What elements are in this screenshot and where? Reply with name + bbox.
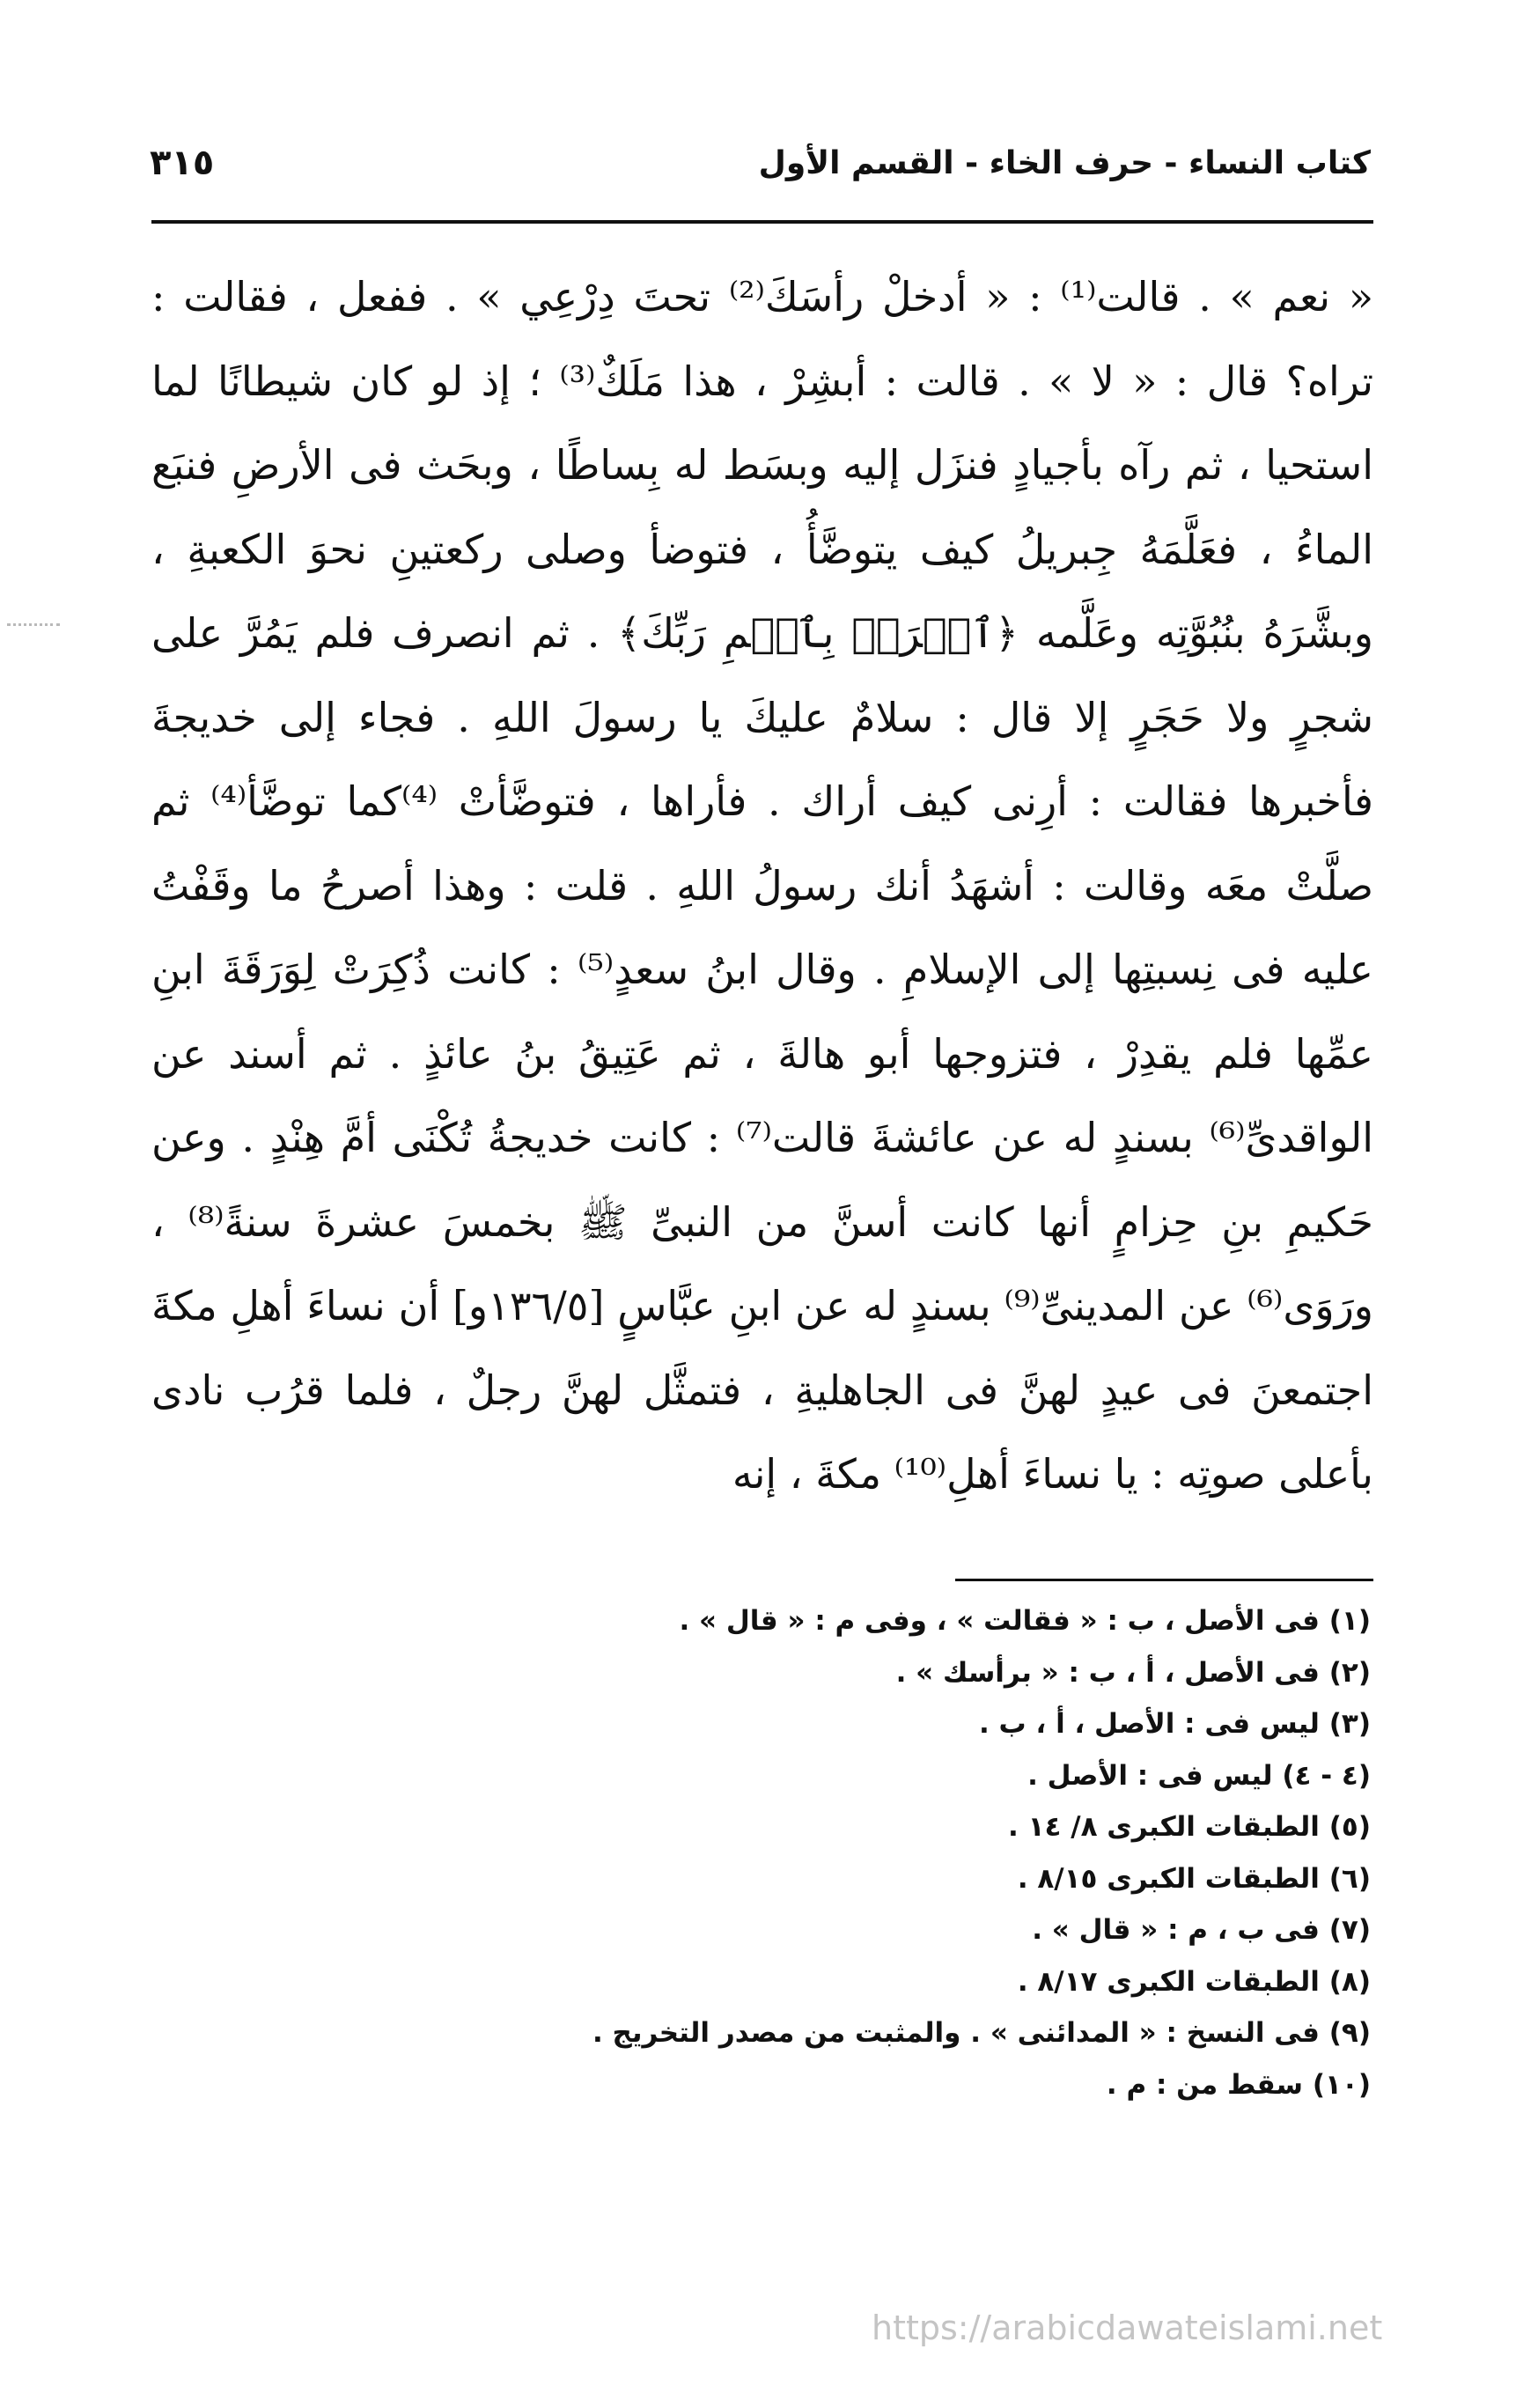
watermark-url: https://arabicdawateislami.net (872, 2309, 1383, 2347)
footnote-2: (٢) فى الأصل ، أ ، ب : « برأسك » . (895, 1656, 1371, 1689)
footnote-divider (955, 1579, 1373, 1581)
running-title: كتاب النساء - حرف الخاء - القسم الأول (758, 144, 1371, 181)
main-text (151, 255, 1373, 1517)
page-header (150, 132, 1371, 194)
header-divider (151, 220, 1373, 224)
footnote-3: (٣) ليس فى : الأصل ، أ ، ب . (978, 1708, 1371, 1740)
footnote-9: (٩) فى النسخ : « المدائنى » . والمثبت من مصدر التخريج . (592, 2017, 1371, 2049)
footnote-6: (٦) الطبقات الكبرى ٨/١٥ . (1017, 1862, 1371, 1895)
body-paragraph: « نعم » . قالت⁽¹⁾ : « أدخلْ رأسَكَ⁽²⁾ تحتَ دِرْعِي » . ففعل ، فقالت : تراه؟ قال : « لا » . قالت : أبشِرْ ، هذا مَلَكٌ⁽³⁾ ؛ إذ لو كان شيطانًا لما استحيا ، ثم رآه بأجيادٍ فنزَل إليه وبسَط له بِساطًا ، وبحَث فى الأرضِ فنبَع الماءُ ، فعَلَّمَهُ جِبريلُ كيف يتوضَّأُ ، فتوضأ وصلى ركعتينِ نحوَ الكعبةِ ، وبشَّرَهُ بنُبُوَّتِه وعَلَّمه ﴿ٱقۡرَأۡ بِٱسۡمِ رَبِّكَ﴾ . ثم انصرف فلم يَمُرَّ على شجرٍ ولا حَجَرٍ إلا قال : سلامٌ عليكَ يا رسولَ اللهِ . فجاء إلى خديجةَ فأخبرها فقالت : أرِنى كيف أراك . فأراها ، فتوضَّأتْ ⁽⁴⁾كما توضَّأ⁽⁴⁾ ثم صلَّتْ معَه وقالت : أشهَدُ أنك رسولُ اللهِ . قلت : وهذا أصرحُ ما وقَفْتُ عليه فى نِسبتِها إلى الإسلامِ . وقال ابنُ سعدٍ⁽⁵⁾ : كانت ذُكِرَتْ لِوَرَقَةَ ابنِ عمِّها فلم يقدِرْ ، فتزوجها أبو هالةَ ، ثم عَتِيقُ بنُ عائذٍ . ثم أسند عن الواقدىِّ⁽⁶⁾ بسندٍ له عن عائشةَ قالت⁽⁷⁾ : كانت خديجةُ تُكْنَى أمَّ هِنْدٍ . وعن حَكيمِ بنِ حِزامٍ أنها كانت أسنَّ من النبىِّ ﷺ بخمسَ عشرةَ سنةً⁽⁸⁾ ، ورَوَى⁽⁶⁾ عن المدينىِّ⁽⁹⁾ بسندٍ له عن ابنِ عبَّاسٍ [١٣٦/٥و] أن نساءَ أهلِ مكةَ اجتمعنَ فى عيدٍ لهنَّ فى الجاهليةِ ، فتمثَّل لهنَّ رجلٌ ، فلما قرُب نادى بأعلى صوتِه : يا نساءَ أهلِ⁽¹⁰⁾ مكةَ ، إنه (151, 273, 1374, 1498)
footnote-7: (٧) فى ب ، م : « قال » . (1032, 1914, 1371, 1946)
footnotes-list (490, 1595, 1371, 2110)
footnote-10: (١٠) سقط من : م . (1106, 2068, 1371, 2101)
scan-margin-mark (7, 623, 60, 626)
footnote-1: (١) فى الأصل ، ب : « فقالت » ، وفى م : « قال » . (679, 1605, 1371, 1637)
footnote-8: (٨) الطبقات الكبرى ٨/١٧ . (1017, 1965, 1371, 1998)
footnote-4: (٤ - ٤) ليس فى : الأصل . (1027, 1759, 1371, 1792)
page-number: ٣١٥ (150, 143, 215, 183)
footnote-5: (٥) الطبقات الكبرى ٨/ ١٤ . (1008, 1811, 1371, 1843)
